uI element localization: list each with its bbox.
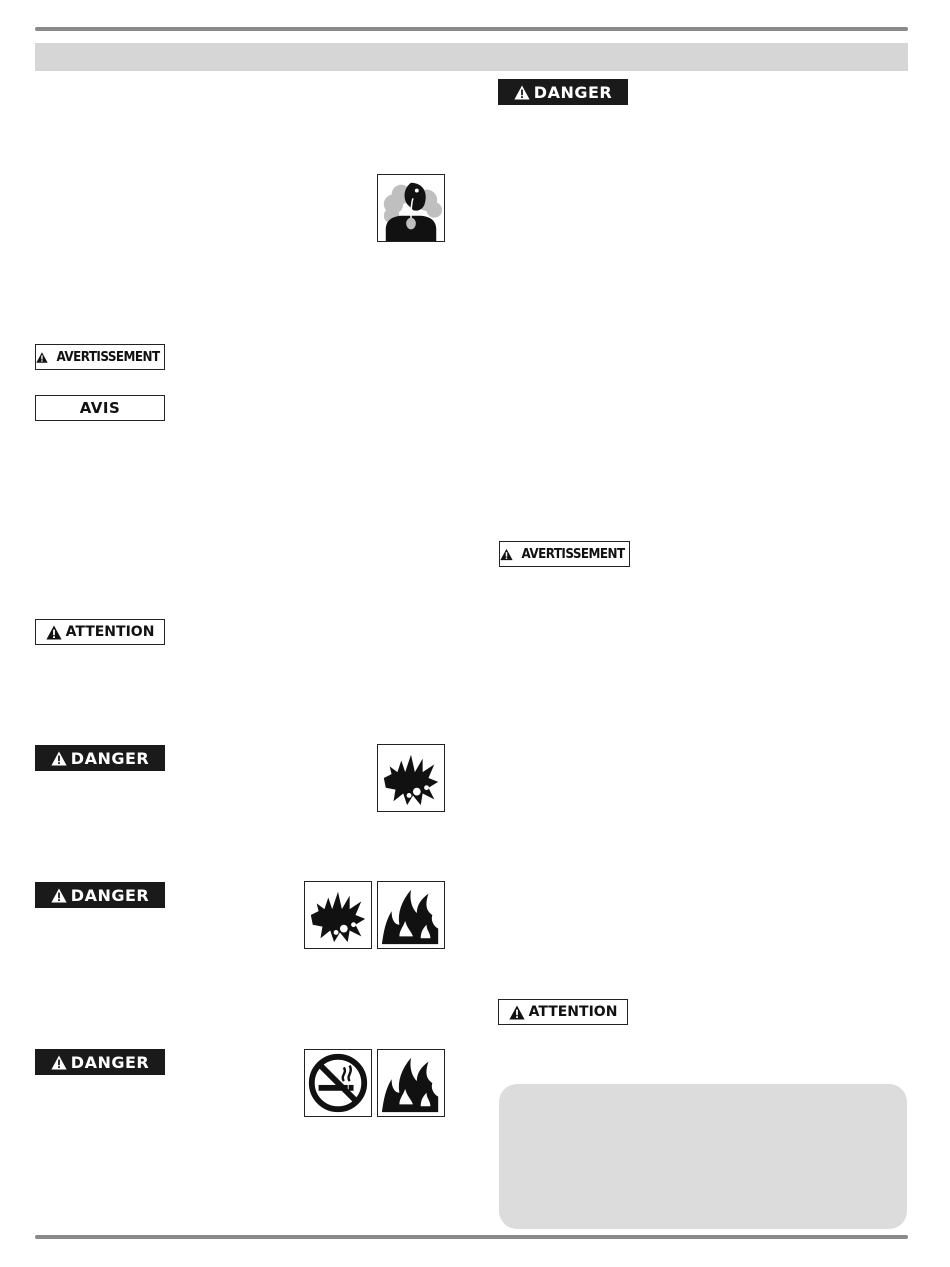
section-header-bar — [35, 43, 908, 71]
danger-text: DANGER — [70, 885, 150, 905]
warning-triangle-icon — [51, 888, 67, 903]
warning-triangle-icon — [46, 625, 62, 640]
danger-text: DANGER — [533, 82, 613, 102]
explosion-icon — [377, 744, 445, 812]
attention-label — [35, 619, 165, 645]
warning-triangle-icon — [509, 1005, 525, 1020]
danger-label — [498, 79, 628, 105]
no-smoking-icon — [304, 1049, 372, 1117]
attention-text: ATTENTION — [65, 624, 155, 640]
explosion-icon — [304, 881, 372, 949]
avis-label — [35, 395, 165, 421]
warning-triangle-icon — [51, 751, 67, 766]
bottom-rule — [35, 1235, 908, 1239]
avertissement-text: AVERTISSEMENT — [521, 546, 625, 562]
danger-label — [35, 882, 165, 908]
toxic-fumes-icon — [377, 174, 445, 242]
fire-icon — [377, 1049, 445, 1117]
warning-triangle-icon — [36, 350, 48, 365]
avis-text: AVIS — [79, 399, 121, 417]
top-rule — [35, 27, 908, 31]
attention-text: ATTENTION — [528, 1004, 618, 1020]
note-box — [499, 1084, 907, 1229]
danger-label — [35, 1049, 165, 1075]
warning-triangle-icon — [51, 1055, 67, 1070]
fire-icon — [377, 881, 445, 949]
warning-triangle-icon — [500, 547, 513, 562]
avertissement-label — [35, 344, 165, 370]
danger-text: DANGER — [70, 748, 150, 768]
avertissement-label — [499, 541, 630, 567]
avertissement-text: AVERTISSEMENT — [56, 349, 160, 365]
danger-label — [35, 745, 165, 771]
warning-triangle-icon — [514, 85, 530, 100]
danger-text: DANGER — [70, 1052, 150, 1072]
attention-label — [498, 999, 628, 1025]
